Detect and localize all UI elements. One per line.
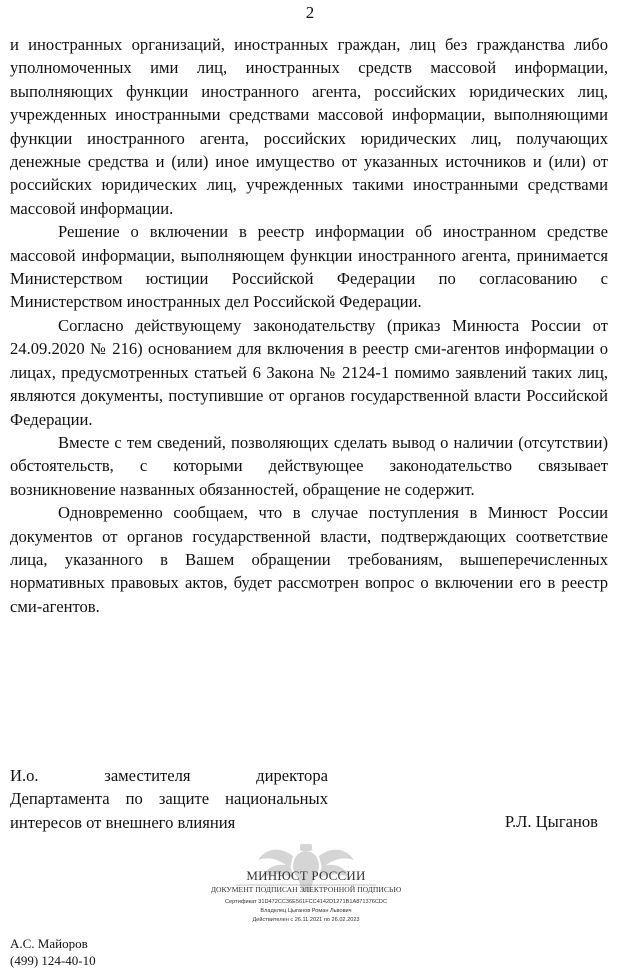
paragraph: и иностранных организаций, иностранных граждан, лиц без гражданства либо уполномоченных ими лиц, иностранных средств массовой информации, выполняющих функции иностранного агента, российских юридических лиц, учрежденных иностранными средствами массовой информации, выполняющими функции иностранного агента, российских юридических лиц, получающих денежные средства и (или) иное имущество от указанных источников и (или) от российских юридических лиц, учрежденных такими иностранными средствами массовой информации.	[10, 35, 608, 218]
signatory-name: Р.Л. Цыганов	[504, 812, 598, 831]
signatory-title-line: интересов от внешнего влияния	[10, 812, 236, 832]
page-number: 2	[305, 3, 315, 22]
stamp-signed-label: ДОКУМЕНТ ПОДПИСАН ЭЛЕКТРОННОЙ ПОДПИСЬЮ	[210, 885, 402, 894]
stamp-validity: Действителен с 26.11.2021 по 26.02.2023	[252, 917, 360, 923]
paragraph: Решение о включении в реестр информации об иностранном средстве массовой информации, выполняющем функции иностранного агента, принимается Министерством юстиции Российской Федерации по согласованию с Министерством иностранных дел Российской Федерации.	[10, 222, 608, 312]
paragraph: Вместе с тем сведений, позволяющих сделать вывод о наличии (отсутствии) обстоятельств, с которыми действующее законодательство связывает возникновение названных обязанностей, обращение не содержит.	[10, 432, 608, 499]
executor-phone: (499) 124-40-10	[10, 953, 96, 968]
executor-name: А.С. Майоров	[10, 936, 88, 951]
stamp-certificate: Сертификат 31D472CC36E561FCC4142D1271B1A871376CDC	[225, 899, 387, 905]
signatory-title-line: Департамента по защите национальных	[10, 789, 328, 809]
letter-body	[10, 33, 608, 618]
paragraph: Согласно действующему законодательству (приказ Минюста России от 24.09.2020 № 216) основанием для включения в реестр сми-агентов информации о лицах, предусмотренных статьей 6 Закона № 2124-1 помимо заявлений таких лиц, являются документы, поступившие от органов государственной власти Российской Федерации.	[10, 315, 608, 429]
paragraph: Одновременно сообщаем, что в случае поступления в Минюст России документов от органов государственной власти, подтверждающих соответствие лица, указанного в Вашем обращении требованиям, вышеперечисленных нормативных правовых актов, будет рассмотрен вопрос о включении его в реестр сми-агентов.	[10, 503, 608, 616]
stamp-owner: Владелец Цыганов Роман Львович	[260, 908, 352, 914]
electronic-signature-stamp	[200, 842, 412, 940]
executor-block	[10, 935, 96, 969]
signature-block	[10, 764, 608, 834]
signatory-title-line: И.о. заместителя директора	[10, 766, 328, 785]
stamp-organization: МИНЮСТ РОССИИ	[246, 868, 366, 883]
